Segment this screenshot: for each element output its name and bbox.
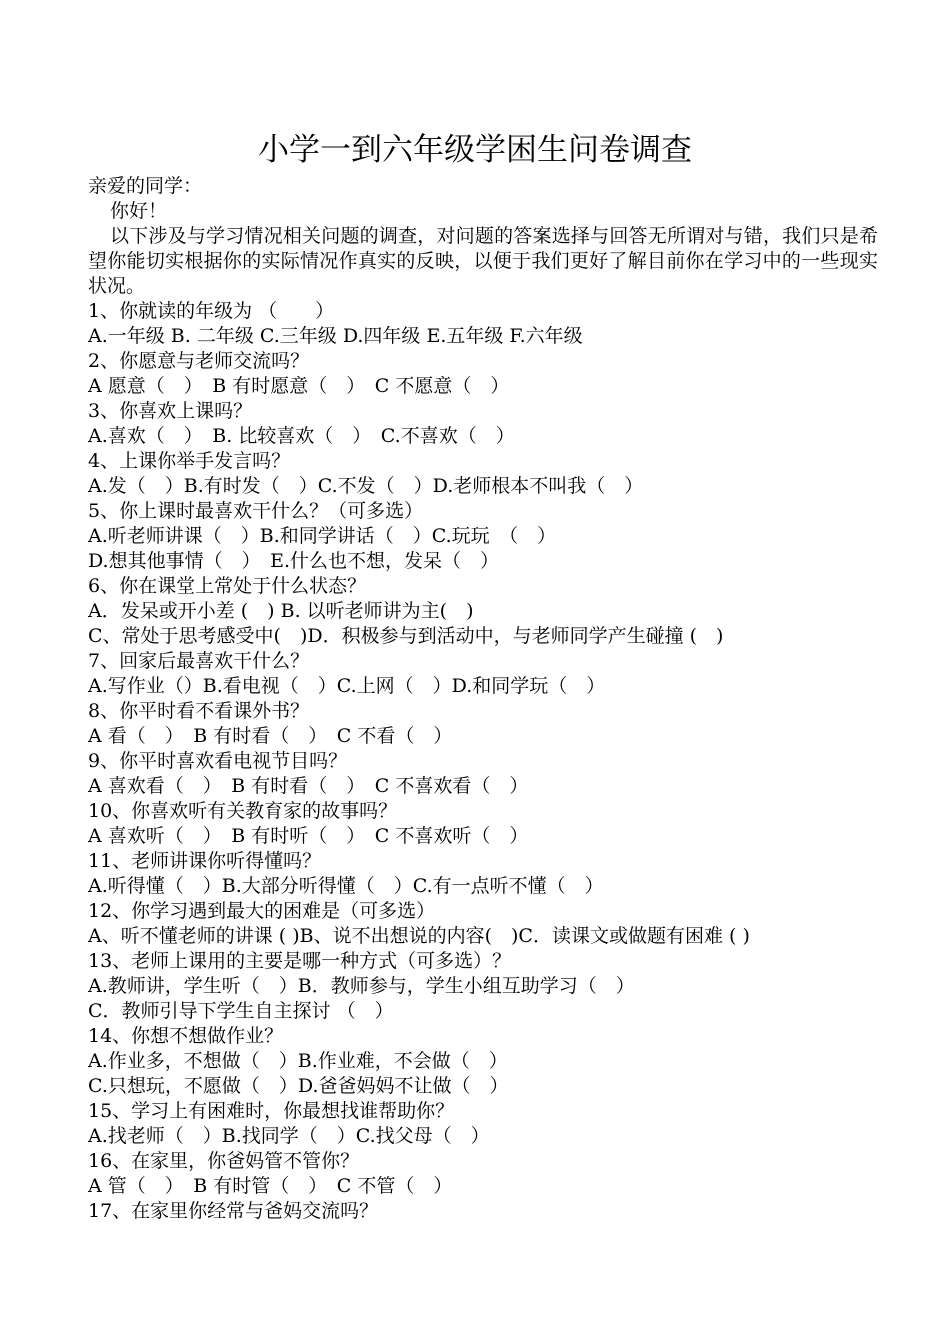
text-line: A 喜欢看（ ） B 有时看（ ） C 不喜欢看（ ） [88, 775, 529, 797]
text-line: A.一年级 B. 二年级 C.三年级 D.四年级 E.五年级 F.六年级 [88, 325, 583, 347]
text-line: A 愿意（ ） B 有时愿意（ ） C 不愿意（ ） [88, 375, 510, 397]
text-line: A.喜欢（ ） B. 比较喜欢（ ） C.不喜欢（ ） [88, 425, 515, 447]
question-list [88, 299, 878, 1224]
text-line: C.只想玩，不愿做（ ）D.爸爸妈妈不让做（ ） [88, 1075, 509, 1097]
intro-paragraph: 以下涉及与学习情况相关问题的调查，对问题的答案选择与回答无所谓对与错，我们只是希望你能切实根据你的实际情况作真实的反映，以便于我们更好了解目前你在学习中的一些现实状况。 [88, 225, 878, 297]
text-line: 4、上课你举手发言吗？ [88, 450, 291, 472]
text-line: 6、你在课堂上常处于什么状态？ [88, 575, 367, 597]
text-line: A.找老师（ ）B.找同学（ ）C.找父母（ ） [88, 1125, 490, 1147]
greeting: 你好！ [110, 200, 168, 222]
text-line: 2、你愿意与老师交流吗？ [88, 350, 310, 372]
text-line: 17、在家里你经常与爸妈交流吗？ [88, 1200, 379, 1222]
text-line: 13、老师上课用的主要是哪一种方式（可多选）？ [88, 950, 512, 972]
text-line: 10、你喜欢听有关教育家的故事吗？ [88, 800, 398, 822]
text-line: 9、你平时喜欢看电视节目吗？ [88, 750, 348, 772]
text-line: A.听老师讲课（ ）B.和同学讲话（ ）C.玩玩 （ ） [88, 525, 557, 547]
text-line: A.作业多，不想做（ ）B.作业难，不会做（ ） [88, 1050, 508, 1072]
text-line: 3、你喜欢上课吗？ [88, 400, 253, 422]
salutation: 亲爱的同学： [88, 175, 203, 197]
document-body [88, 174, 878, 1224]
text-line: 7、回家后最喜欢干什么？ [88, 650, 310, 672]
text-line: 12、你学习遇到最大的困难是（可多选） [88, 900, 436, 922]
document-title: 小学一到六年级学困生问卷调查 [258, 132, 692, 168]
text-line: A．发呆或开小差 ( ) B. 以听老师讲为主( ) [88, 600, 474, 622]
text-line: A、听不懂老师的讲课 ( )B、说不出想说的内容( )C．读课文或做题有困难 ( ) [88, 925, 750, 947]
text-line: 16、在家里，你爸妈管不管你？ [88, 1150, 360, 1172]
text-line: 1、你就读的年级为 （ ） [88, 300, 335, 322]
text-line: 15、学习上有困难时，你最想找谁帮助你？ [88, 1100, 455, 1122]
text-line: A.教师讲，学生听（ ）B．教师参与，学生小组互助学习（ ） [88, 975, 635, 997]
text-line: A 看（ ） B 有时看（ ） C 不看（ ） [88, 725, 453, 747]
text-line: 14、你想不想做作业？ [88, 1025, 284, 1047]
text-line: A.写作业（）B.看电视（ ）C.上网（ ）D.和同学玩（ ） [88, 675, 606, 697]
text-line: D.想其他事情（ ） E.什么也不想，发呆（ ） [88, 550, 500, 572]
text-line: 11、老师讲课你听得懂吗？ [88, 850, 322, 872]
text-line: C、常处于思考感受中( )D．积极参与到活动中，与老师同学产生碰撞 ( ) [88, 625, 724, 647]
text-line: C．教师引导下学生自主探讨 （ ） [88, 1000, 394, 1022]
text-line: 5、你上课时最喜欢干什么？（可多选） [88, 500, 424, 522]
text-line: A 管（ ） B 有时管（ ） C 不管（ ） [88, 1175, 453, 1197]
text-line: 8、你平时看不看课外书？ [88, 700, 310, 722]
text-line: A.发（ ）B.有时发（ ）C.不发（ ）D.老师根本不叫我（ ） [88, 475, 644, 497]
text-line: A.听得懂（ ）B.大部分听得懂（ ）C.有一点听不懂（ ） [88, 875, 604, 897]
text-line: A 喜欢听（ ） B 有时听（ ） C 不喜欢听（ ） [88, 825, 529, 847]
